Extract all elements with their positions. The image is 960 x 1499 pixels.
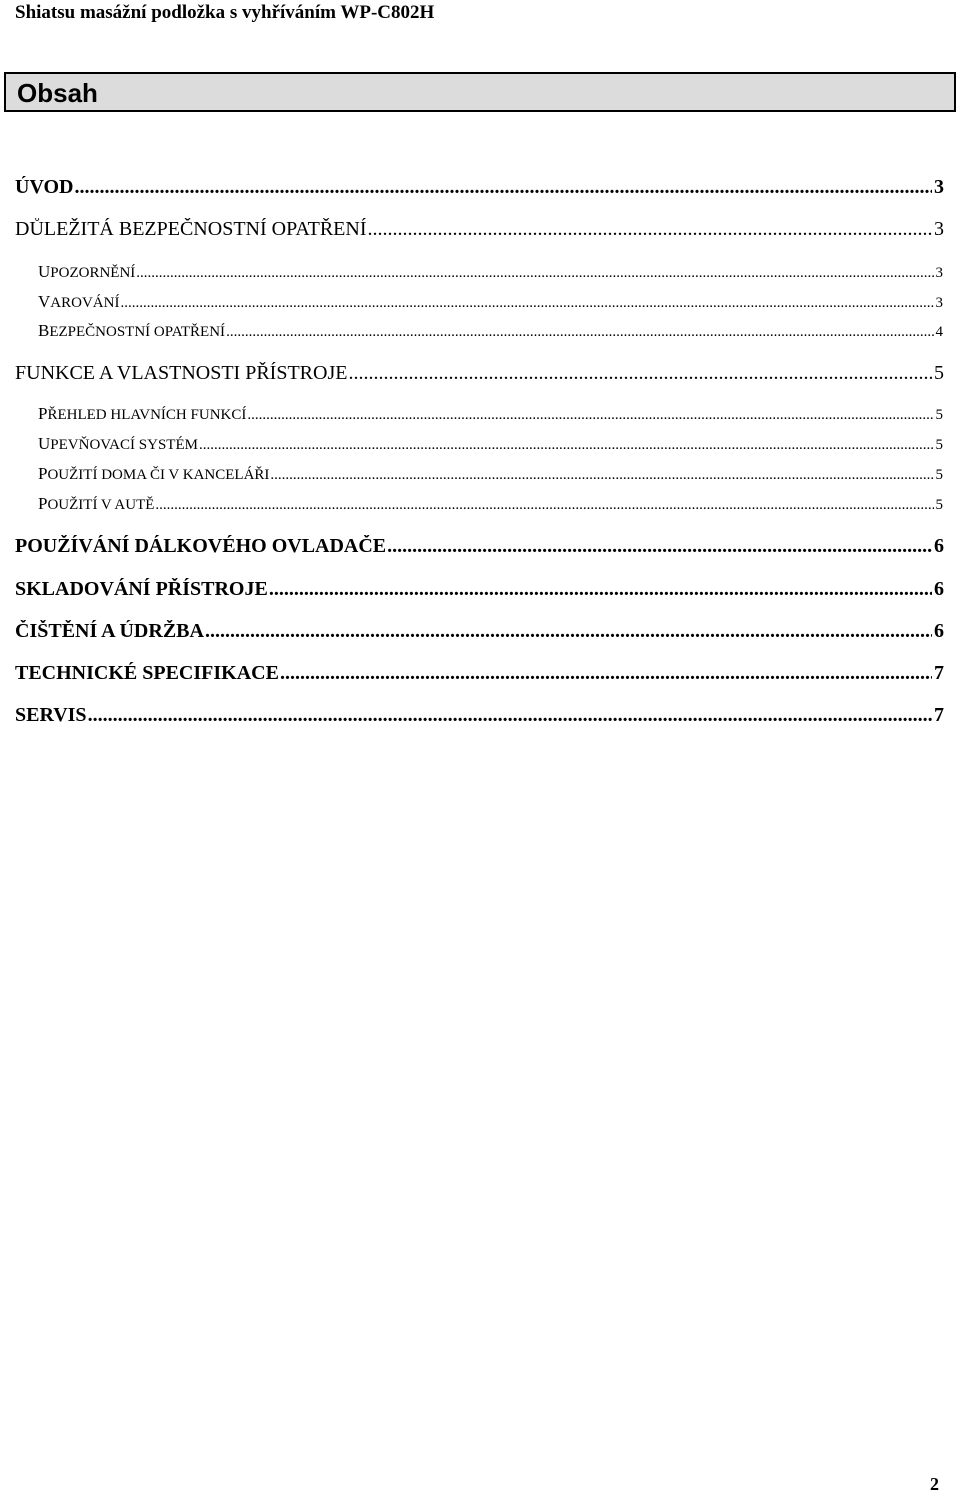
toc-entry-page: 5	[935, 437, 943, 453]
toc-entry-page: 3	[934, 218, 944, 240]
toc-leader-dots	[247, 407, 933, 424]
page-number: 2	[930, 1474, 939, 1494]
toc-leader-dots	[387, 535, 932, 558]
toc-entry-prehled-funkci[interactable]	[38, 404, 943, 424]
toc-leader-dots	[155, 497, 933, 514]
toc-entry-funkce-a-vlastnosti[interactable]	[15, 362, 944, 385]
toc-entry-page: 3	[934, 176, 944, 198]
toc-leader-dots	[205, 620, 932, 643]
toc-entry-uvod[interactable]	[15, 176, 944, 199]
toc-entry-page: 6	[934, 620, 944, 642]
toc-entry-title: TECHNICKÉ SPECIFIKACE	[15, 662, 279, 684]
toc-entry-title: FUNKCE A VLASTNOSTI PŘÍSTROJE	[15, 362, 348, 384]
toc-entry-title: VAROVÁNÍ	[38, 292, 120, 311]
toc-leader-dots	[269, 578, 932, 601]
toc-leader-dots	[75, 176, 933, 199]
toc-heading: Obsah	[17, 78, 98, 108]
toc-entry-title: POUŽITÍ DOMA ČI V KANCELÁŘI	[38, 464, 270, 483]
toc-leader-dots	[270, 467, 933, 484]
toc-entry-page: 6	[934, 578, 944, 600]
toc-leader-dots	[280, 662, 932, 685]
toc-leader-dots	[367, 218, 932, 241]
document-header-title: Shiatsu masážní podložka s vyhříváním WP-C802H	[15, 2, 435, 23]
toc-entry-page: 5	[935, 467, 943, 483]
toc-heading-box	[4, 72, 956, 112]
toc-entry-title: BEZPEČNOSTNÍ OPATŘENÍ	[38, 321, 226, 340]
toc-entry-title: SERVIS	[15, 704, 87, 726]
toc-entry-pouziti-doma[interactable]	[38, 464, 943, 484]
toc-entry-servis[interactable]	[15, 704, 944, 727]
toc-entry-title: ÚVOD	[15, 176, 74, 198]
toc-entry-page: 3	[935, 295, 943, 311]
toc-entry-title: ČIŠTĚNÍ A ÚDRŽBA	[15, 620, 204, 642]
toc-entry-technicke-specifikace[interactable]	[15, 662, 944, 685]
toc-entry-title: UPOZORNĚNÍ	[38, 262, 136, 281]
toc-entry-pouziti-v-aute[interactable]	[38, 494, 943, 514]
toc-entry-page: 5	[935, 497, 943, 513]
toc-leader-dots	[136, 265, 933, 282]
toc-entry-page: 4	[935, 324, 943, 340]
toc-leader-dots	[348, 362, 932, 385]
toc-entry-title: UPEVŇOVACÍ SYSTÉM	[38, 434, 198, 453]
toc-leader-dots	[120, 295, 933, 312]
toc-leader-dots	[226, 324, 933, 341]
toc-entry-page: 6	[934, 535, 944, 557]
toc-entry-dalkovy-ovladac[interactable]	[15, 535, 944, 558]
toc-entry-title: POUŽITÍ V AUTĚ	[38, 494, 155, 513]
toc-entry-title: PŘEHLED HLAVNÍCH FUNKCÍ	[38, 404, 247, 423]
toc-entry-skladovani[interactable]	[15, 578, 944, 601]
toc-entry-page: 7	[934, 662, 944, 684]
toc-leader-dots	[199, 437, 934, 454]
toc-entry-page: 5	[934, 362, 944, 384]
toc-entry-upozorneni[interactable]	[38, 262, 943, 282]
toc-entry-page: 3	[935, 265, 943, 281]
toc-leader-dots	[88, 704, 932, 727]
toc-entry-page: 7	[934, 704, 944, 726]
toc-entry-varovani[interactable]	[38, 292, 943, 312]
toc-entry-bezpecnostni-opatreni[interactable]	[15, 218, 944, 241]
toc-entry-title: POUŽÍVÁNÍ DÁLKOVÉHO OVLADAČE	[15, 535, 387, 557]
toc-entry-upevnovaci-system[interactable]	[38, 434, 943, 454]
toc-entry-title: DŮLEŽITÁ BEZPEČNOSTNÍ OPATŘENÍ	[15, 218, 367, 240]
toc-entry-page: 5	[935, 407, 943, 423]
toc-entry-bezpecnostni-opatreni-sub[interactable]	[38, 321, 943, 341]
toc-entry-cisteni-a-udrzba[interactable]	[15, 620, 944, 643]
toc-entry-title: SKLADOVÁNÍ PŘÍSTROJE	[15, 578, 268, 600]
